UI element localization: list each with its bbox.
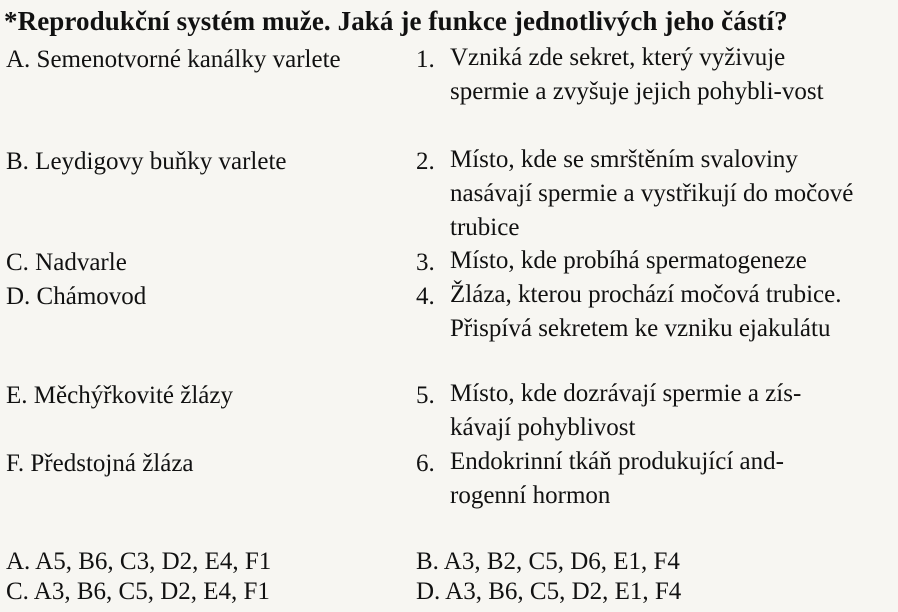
function-text-6: Endokrinní tkáň produkující and-rogenní hormon [450,448,784,509]
answer-option-a[interactable]: A. A5, B6, C3, D2, E4, F1 [6,548,272,575]
question-title: *Reprodukční systém muže. Jaká je funkce jednotlivých jeho částí? [4,6,788,36]
function-number-2: 2. [416,148,435,175]
answer-option-d[interactable]: D. A3, B6, C5, D2, E1, F4 [416,578,682,605]
part-e: E. Měchýřkovité žlázy [6,382,233,409]
function-text-1: Vzniká zde sekret, který vyživuje spermie a zvyšuje jejich pohybli-vost [450,44,824,105]
part-b: B. Leydigovy buňky varlete [6,148,287,175]
part-d: D. Chámovod [6,283,147,310]
function-number-4: 4. [416,283,435,310]
function-number-3: 3. [416,249,435,276]
function-number-6: 6. [416,450,435,477]
function-number-1: 1. [416,46,435,73]
answer-option-c[interactable]: C. A3, B6, C5, D2, E4, F1 [6,578,270,605]
part-a: A. Semenotvorné kanálky varlete [6,46,341,73]
answer-option-b[interactable]: B. A3, B2, C5, D6, E1, F4 [416,548,680,575]
function-text-2: Místo, kde se smrštěním svaloviny nasávají spermie a vystřikují do močové trubice [450,146,854,241]
function-text-5: Místo, kde dozrávají spermie a zís-kávají pohyblivost [450,380,802,441]
part-f: F. Předstojná žláza [6,450,194,477]
function-text-4: Žláza, kterou prochází močová trubice. Přispívá sekretem ke vzniku ejakulátu [450,281,842,342]
function-text-3: Místo, kde probíhá spermatogeneze [450,247,807,274]
function-number-5: 5. [416,382,435,409]
bleed-through-text [40,96,46,122]
part-c: C. Nadvarle [6,249,127,276]
